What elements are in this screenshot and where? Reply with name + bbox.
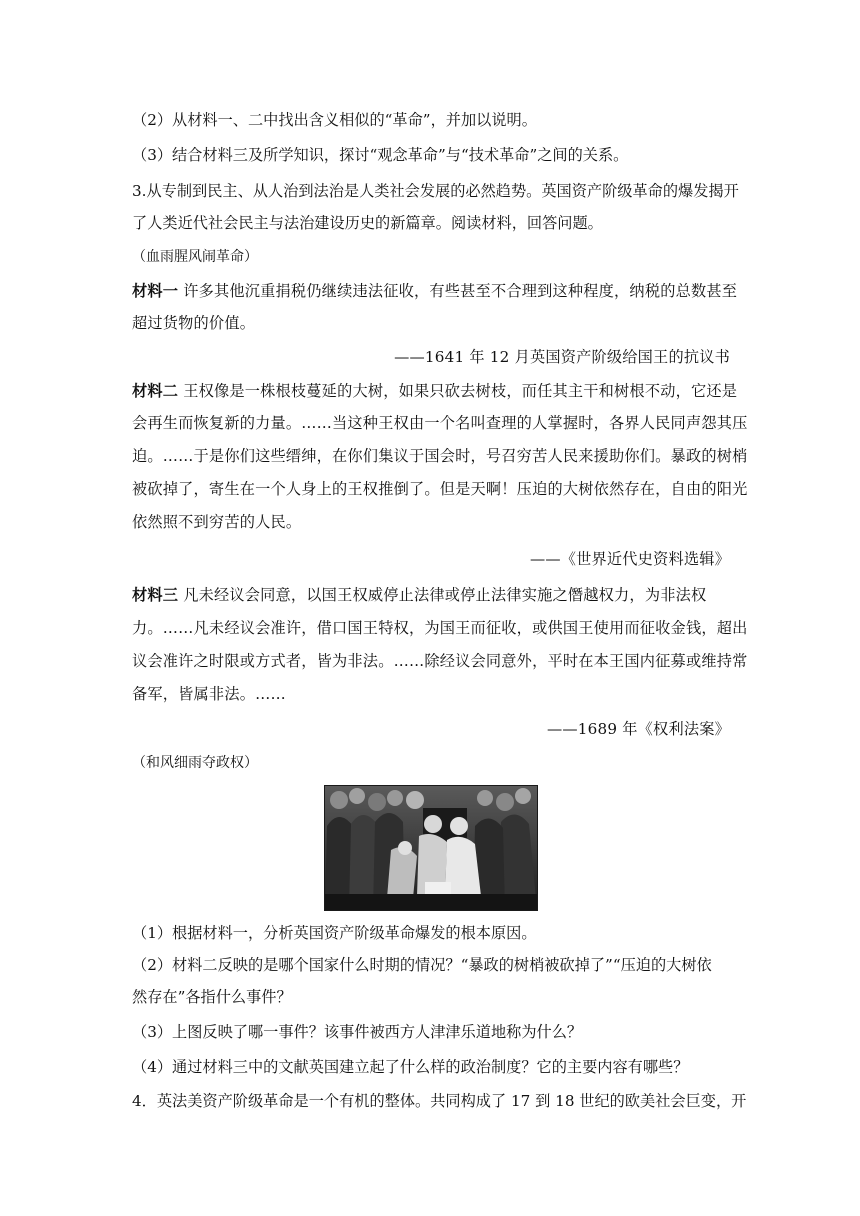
q3-question-2-line-2: 然存在”各指什么事件？ [132, 988, 292, 1006]
material-2-label: 材料二 [132, 382, 179, 400]
section-heading-glorious: （和风细雨夺政权） [132, 755, 258, 771]
material-2-line-4: 被砍掉了，寄生在一个人身上的王权推倒了。但是天啊！压迫的大树依然存在，自由的阳光 [132, 480, 748, 498]
q2-subquestion-2: （2）从材料一、二中找出含义相似的“革命”，并加以说明。 [132, 111, 537, 129]
historical-engraving-image [324, 785, 538, 911]
q3-question-3: （3）上图反映了哪一事件？该事件被西方人津津乐道地称为什么？ [132, 1023, 583, 1041]
section-heading-revolution: （血雨腥风闹革命） [132, 249, 258, 265]
material-3-source: ——1689 年《权利法案》 [547, 720, 730, 738]
material-1-label: 材料一 [132, 282, 179, 300]
material-1-source: ——1641 年 12 月英国资产阶级给国王的抗议书 [394, 348, 730, 366]
material-1-line-1: 材料一 许多其他沉重捐税仍继续违法征收，有些甚至不合理到这种程度，纳税的总数甚至 [132, 282, 738, 300]
material-2-source: ——《世界近代史资料选辑》 [529, 550, 730, 568]
q4-intro: 4．英法美资产阶级革命是一个有机的整体。共同构成了 17 到 18 世纪的欧美社会巨变，开 [132, 1092, 747, 1110]
q3-intro-line-1: 3.从专制到民主、从人治到法治是人类社会发展的必然趋势。英国资产阶级革命的爆发揭开 [132, 182, 739, 200]
q3-question-1: （1）根据材料一，分析英国资产阶级革命爆发的根本原因。 [132, 924, 537, 942]
q2-subquestion-3: （3）结合材料三及所学知识，探讨“观念革命”与“技术革命”之间的关系。 [132, 146, 629, 164]
q3-intro-line-2: 了人类近代社会民主与法治建设历史的新篇章。阅读材料，回答问题。 [132, 214, 603, 232]
material-3-line-2: 力。……凡未经议会准许，借口国王特权，为国王而征收，或供国王使用而征收金钱，超出 [132, 619, 748, 637]
material-3-line-4: 备军，皆属非法。…… [132, 685, 286, 703]
material-2-line-5: 依然照不到穷苦的人民。 [132, 513, 302, 531]
q3-question-4: （4）通过材料三中的文献英国建立起了什么样的政治制度？它的主要内容有哪些？ [132, 1058, 689, 1076]
material-2-line-2: 会再生而恢复新的力量。……当这种王权由一个名叫查理的人掌握时，各界人民同声怨其压 [132, 414, 748, 432]
material-2-line-3: 迫。……于是你们这些缙绅，在你们集议于国会时，号召穷苦人民来援助你们。暴政的树梢 [132, 447, 748, 465]
material-1-line-2: 超过货物的价值。 [132, 314, 256, 332]
engraving-illustration [325, 786, 537, 910]
material-3-line-3: 议会准许之时限或方式者，皆为非法。……除经议会同意外，平时在本王国内征募或维持常 [132, 652, 748, 670]
q3-question-2-line-1: （2）材料二反映的是哪个国家什么时期的情况？“暴政的树梢被砍掉了”“压迫的大树依 [132, 956, 712, 974]
material-3-label: 材料三 [132, 586, 179, 604]
material-3-line-1: 材料三 凡未经议会同意，以国王权威停止法律或停止法律实施之僭越权力，为非法权 [132, 586, 707, 604]
material-2-line-1: 材料二 王权像是一株根枝蔓延的大树，如果只砍去树枝，而任其主干和树根不动，它还是 [132, 382, 738, 400]
